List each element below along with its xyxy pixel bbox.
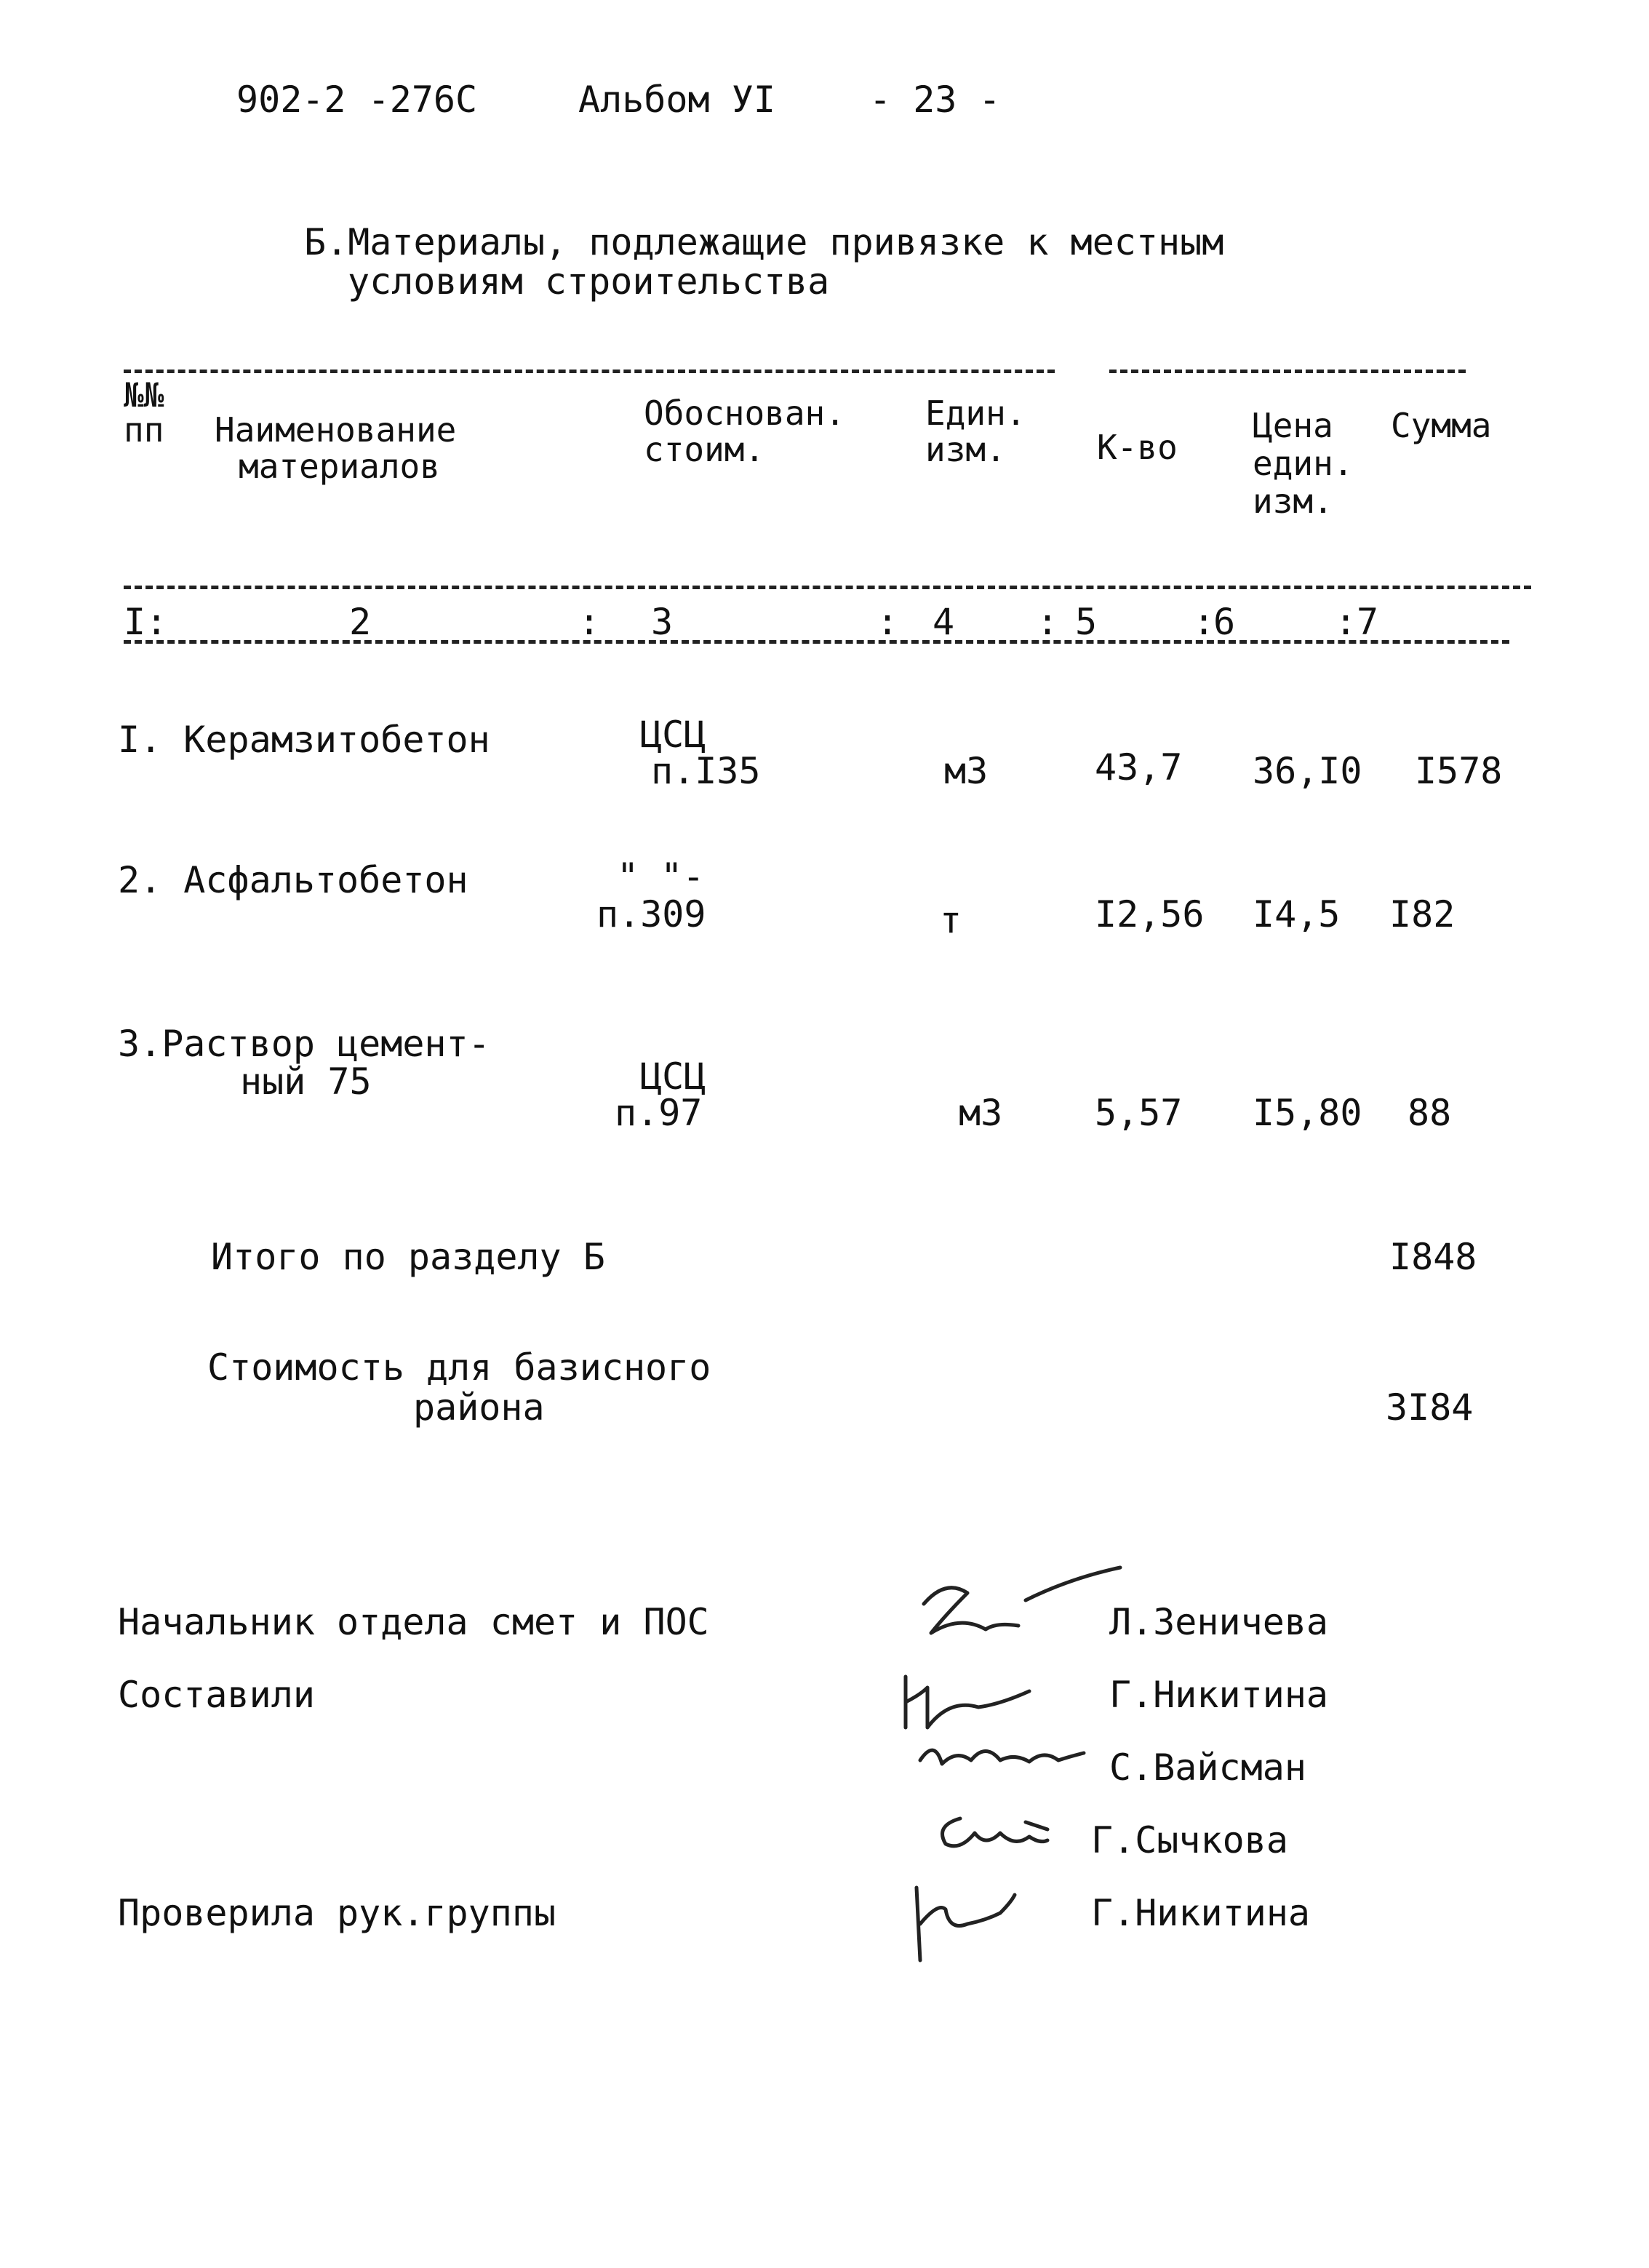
section-title-line2: условиям строительства <box>348 260 830 303</box>
column-numbers-top-rule <box>124 586 1531 589</box>
colnum-sep-5: : <box>1335 601 1357 643</box>
row3-basis-line2: п.97 <box>615 1092 703 1134</box>
row1-qty: 43,7 <box>1095 746 1183 788</box>
name-nikitina-1: Г.Никитина <box>1109 1674 1329 1716</box>
column-numbers-bottom-rule <box>124 640 1509 644</box>
name-nikitina-2: Г.Никитина <box>1091 1892 1311 1934</box>
row1-price: 36,I0 <box>1253 750 1362 792</box>
header-price-line2: един. <box>1253 444 1354 483</box>
signature-zenicheva <box>917 1564 1135 1666</box>
row2-basis-line2: п.309 <box>596 893 706 935</box>
header-name-line2: материалов <box>239 447 440 486</box>
header-num-line2: пп <box>124 410 164 450</box>
colnum-4: 4 <box>933 601 955 643</box>
compiled-by-label: Составили <box>118 1674 315 1716</box>
colnum-6: 6 <box>1213 601 1236 643</box>
album-label: Альбом УI <box>578 79 775 121</box>
section-title-line1: Б.Материалы, подлежащие привязке к местным <box>304 221 1224 263</box>
signature-nikitina-1 <box>891 1655 1051 1735</box>
colnum-sep-4: : <box>1193 601 1215 643</box>
header-basis-line1: Обоснован. <box>644 394 845 433</box>
header-name-line1: Наименование <box>215 410 457 450</box>
row1-unit: м3 <box>944 750 989 792</box>
document-code: 902-2 -276С <box>236 79 478 121</box>
header-sum: Сумма <box>1391 406 1492 445</box>
base-cost-label-line1: Стоимость для базисного <box>207 1346 711 1389</box>
colnum-3: 3 <box>651 601 674 643</box>
colnum-sep-2: : <box>877 601 899 643</box>
signature-vaisman <box>913 1731 1095 1789</box>
row3-sum: 88 <box>1408 1092 1452 1134</box>
row2-price: I4,5 <box>1253 893 1341 935</box>
header-qty: К-во <box>1097 428 1178 467</box>
signature-nikitina-2 <box>906 1873 1037 1968</box>
table-top-rule <box>124 370 1055 373</box>
row3-price: I5,80 <box>1253 1092 1362 1134</box>
name-sychkova: Г.Сычкова <box>1091 1819 1288 1861</box>
header-unit-line2: изм. <box>925 430 1006 469</box>
header-price-line3: изм. <box>1253 482 1333 521</box>
colnum-sep-1: : <box>578 601 601 643</box>
row2-sum: I82 <box>1389 893 1456 935</box>
header-unit-line1: Един. <box>925 394 1026 433</box>
header-num-line1: №№ <box>124 375 164 415</box>
page-number: - 23 - <box>869 79 1001 121</box>
row3-unit: м3 <box>959 1092 1003 1134</box>
row2-qty: I2,56 <box>1095 893 1205 935</box>
row3-basis-line1: ЦСЦ <box>640 1055 706 1098</box>
row2-basis-line1: " "- <box>617 855 705 898</box>
section-total-label: Итого по разделу Б <box>211 1236 605 1278</box>
base-cost-label-line2: района <box>413 1386 545 1429</box>
row3-name-line1: 3.Раствор цемент- <box>118 1023 490 1065</box>
head-of-department-label: Начальник отдела смет и ПОС <box>118 1601 709 1643</box>
row3-qty: 5,57 <box>1095 1092 1183 1134</box>
colnum-1: I: <box>124 601 168 643</box>
name-vaisman: С.Вайсман <box>1109 1746 1306 1789</box>
header-price-line1: Цена <box>1253 406 1333 445</box>
header-basis-line2: стоим. <box>644 430 765 469</box>
row1-basis-line2: п.I35 <box>651 750 761 792</box>
colnum-5: 5 <box>1075 601 1098 643</box>
row1-basis-line1: ЦСЦ <box>640 714 706 756</box>
colnum-7: 7 <box>1357 601 1379 643</box>
base-cost-value: 3I84 <box>1386 1386 1474 1429</box>
name-zenicheva: Л.Зеничева <box>1109 1601 1329 1643</box>
row3-name-line2: ный 75 <box>240 1061 372 1103</box>
row2-name: 2. Асфальтобетон <box>118 859 468 901</box>
table-top-rule-right <box>1109 370 1466 373</box>
checked-by-label: Проверила рук.группы <box>118 1892 556 1934</box>
colnum-2: 2 <box>349 601 372 643</box>
row1-sum: I578 <box>1415 750 1503 792</box>
signature-sychkova <box>931 1808 1062 1866</box>
section-total-value: I848 <box>1389 1236 1477 1278</box>
colnum-sep-3: : <box>1037 601 1059 643</box>
row2-unit: т <box>940 899 962 941</box>
row1-name: I. Керамзитобетон <box>118 719 490 761</box>
